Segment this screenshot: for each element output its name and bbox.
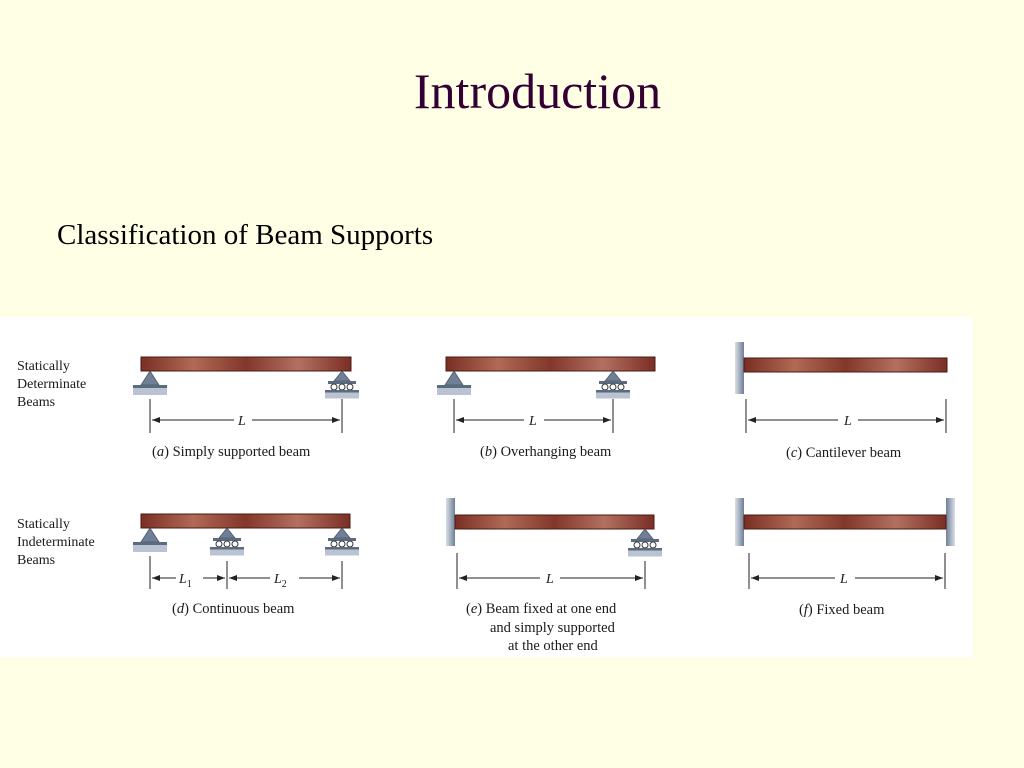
fixed-wall-icon	[446, 498, 455, 546]
row-label-indeterminate	[17, 517, 98, 568]
caption-text: Continuous beam	[192, 601, 295, 617]
row-label-line: Statically	[17, 517, 70, 532]
caption-text: Cantilever beam	[805, 445, 902, 461]
roller-support-icon	[210, 528, 244, 556]
row-label-line: Beams	[17, 553, 56, 568]
caption-text: Simply supported beam	[172, 444, 311, 460]
panel-f-fixed	[735, 498, 955, 618]
fixed-wall-icon	[735, 498, 744, 546]
caption-b: (b) Overhanging beam	[480, 444, 612, 460]
dimension-label: L	[529, 414, 537, 429]
beam	[744, 358, 947, 372]
row-label-line: Determinate	[17, 377, 87, 392]
panel-b-overhanging	[437, 357, 655, 460]
roller-support-icon	[325, 528, 359, 556]
slide-subtitle: Classification of Beam Supports	[57, 219, 434, 251]
caption-f: (f) Fixed beam	[799, 602, 885, 618]
dimension-label: L	[238, 414, 246, 429]
roller-support-icon	[596, 371, 630, 399]
beam	[141, 514, 350, 528]
caption-text: at the other end	[508, 638, 598, 654]
beam-diagram	[0, 317, 973, 657]
panel-d-continuous	[133, 514, 359, 617]
fixed-wall-icon	[946, 498, 955, 546]
caption-letter: c	[790, 445, 798, 461]
slide-title: Introduction	[413, 63, 662, 119]
dimension-label: L	[840, 572, 848, 587]
caption-text: Overhanging beam	[500, 444, 612, 460]
beam	[744, 515, 946, 529]
pin-support-icon	[437, 371, 471, 395]
row-label-line: Indeterminate	[17, 535, 95, 550]
caption-text: Beam fixed at one end	[485, 601, 617, 617]
panel-a-simply-supported	[133, 357, 359, 460]
panel-e-fixed-simply-supported	[446, 498, 662, 654]
caption-e: (e) Beam fixed at one end	[466, 601, 617, 617]
caption-letter: e	[470, 601, 478, 617]
caption-text: Fixed beam	[816, 602, 885, 618]
row-label-determinate	[17, 359, 90, 410]
panel-c-cantilever	[735, 342, 947, 461]
caption-letter: a	[156, 444, 165, 460]
caption-a: (a) Simply supported beam	[152, 444, 311, 460]
roller-support-icon	[325, 371, 359, 399]
row-label-line: Statically	[17, 359, 70, 374]
caption-d: (d) Continuous beam	[172, 601, 295, 617]
caption-letter: f	[803, 602, 808, 618]
pin-support-icon	[133, 528, 167, 552]
caption-letter: d	[176, 601, 185, 617]
caption-text: and simply supported	[490, 620, 615, 636]
dimension-label: $L_1$	[179, 572, 192, 590]
beam	[455, 515, 654, 529]
caption-c: (c) Cantilever beam	[786, 445, 902, 461]
roller-support-icon	[628, 529, 662, 557]
row-label-line: Beams	[17, 395, 56, 410]
pin-support-icon	[133, 371, 167, 395]
dimension-label: $L_2$	[274, 572, 287, 590]
fixed-wall-icon	[735, 342, 744, 394]
caption-letter: b	[484, 444, 493, 460]
beam-support-figure	[0, 317, 973, 657]
beam	[141, 357, 351, 371]
dimension-label: L	[844, 414, 852, 429]
beam	[446, 357, 655, 371]
dimension-label: L	[546, 572, 554, 587]
